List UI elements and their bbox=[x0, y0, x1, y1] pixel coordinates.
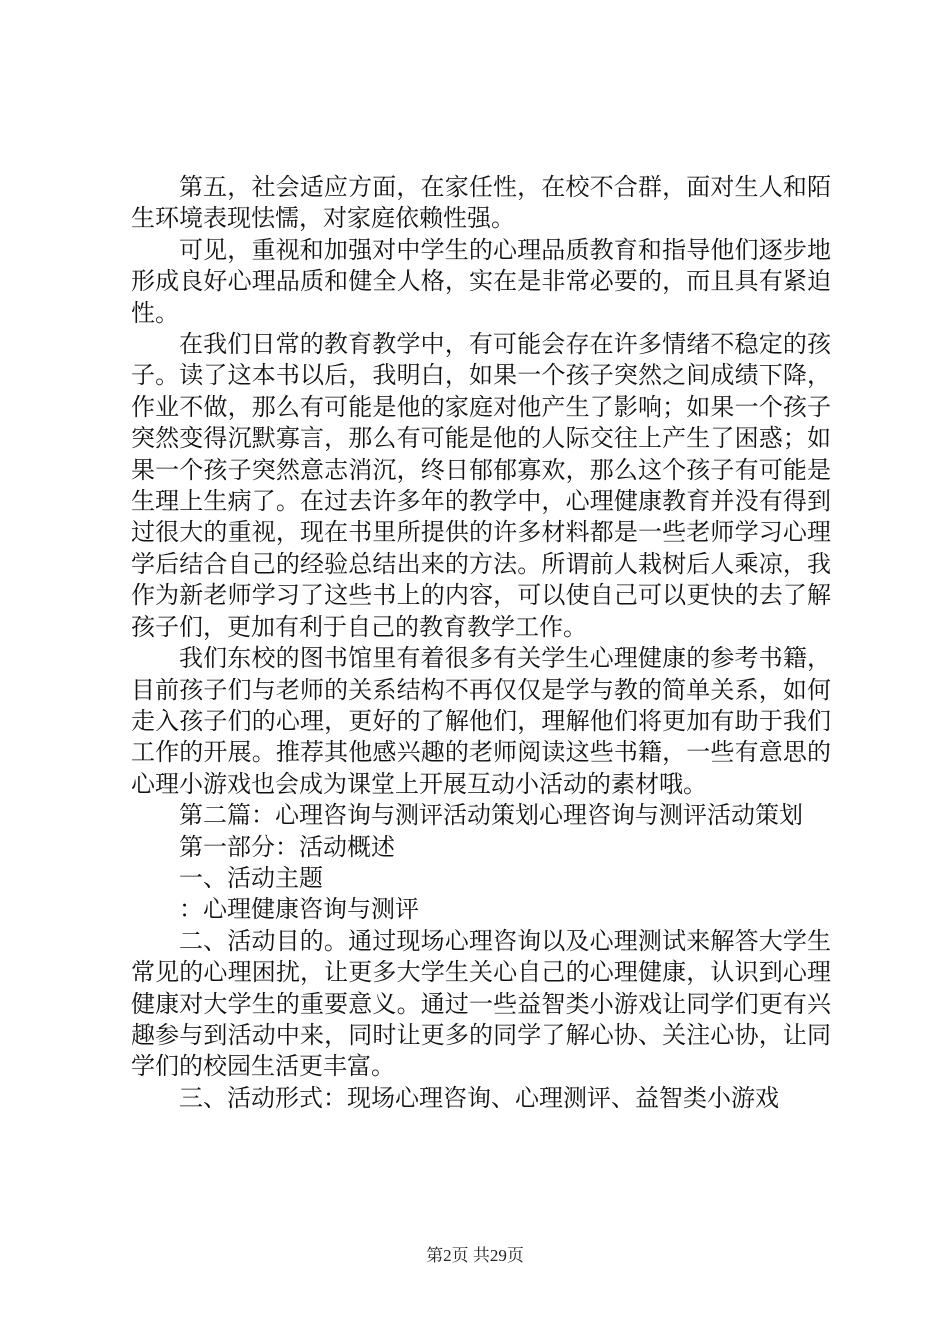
document-body bbox=[131, 172, 831, 1114]
part-one-heading: 第一部分：活动概述 bbox=[179, 832, 395, 861]
paragraph-activity-purpose: 二、活动目的。通过现场心理咨询以及心理测试来解答大学生常见的心理困扰，让更多大学生关心自己的心理健康，认识到心理健康对大学生的重要意义。通过一些益智类小游戏让同学们更有兴趣参与到活动中来，同时让更多的同学了解心协、关注心协，让同学们的校园生活更丰富。 bbox=[131, 926, 831, 1081]
activity-theme-value: ：心理健康咨询与测评 bbox=[179, 895, 419, 924]
paragraph-importance: 可见，重视和加强对中学生的心理品质教育和指导他们逐步地形成良好心理品质和健全人格，实在是非常必要的，而且具有紧迫性。 bbox=[131, 235, 831, 327]
paragraph-social-adaptation: 第五，社会适应方面，在家任性，在校不合群，面对生人和陌生环境表现怯懦，对家庭依赖性强。 bbox=[131, 173, 831, 233]
page-footer: 第2页 共29页 bbox=[426, 1246, 524, 1265]
paragraph-daily-teaching: 在我们日常的教育教学中，有可能会存在许多情绪不稳定的孩子。读了这本书以后，我明白，如果一个孩子突然之间成绩下降，作业不做，那么有可能是他的家庭对他产生了影响；如果一个孩子突然变得沉默寡言，那么有可能是他的人际交往上产生了困惑；如果一个孩子突然意志消沉，终日郁郁寡欢，那么这个孩子有可能是生理上生病了。在过去许多年的教学中，心理健康教育并没有得到过很大的重视，现在书里所提供的许多材料都是一些老师学习心理学后结合自己的经验总结出来的方法。所谓前人栽树后人乘凉，我作为新老师学习了这些书上的内容，可以使自己可以更快的去了解孩子们，更加有利于自己的教育教学工作。 bbox=[131, 330, 831, 641]
activity-theme-heading: 一、活动主题 bbox=[179, 863, 323, 892]
paragraph-library: 我们东校的图书馆里有着很多有关学生心理健康的参考书籍，目前孩子们与老师的关系结构不再仅仅是学与教的简单关系，如何走入孩子们的心理，更好的了解他们，理解他们将更加有助于我们工作的开展。推荐其他感兴趣的老师阅读这些书籍，一些有意思的心理小游戏也会成为课堂上开展互动小活动的素材哦。 bbox=[131, 644, 831, 798]
paragraph-activity-form: 三、活动形式：现场心理咨询、心理测评、益智类小游戏 bbox=[179, 1083, 779, 1112]
section-title-second-article: 第二篇：心理咨询与测评活动策划心理咨询与测评活动策划 bbox=[179, 801, 803, 830]
